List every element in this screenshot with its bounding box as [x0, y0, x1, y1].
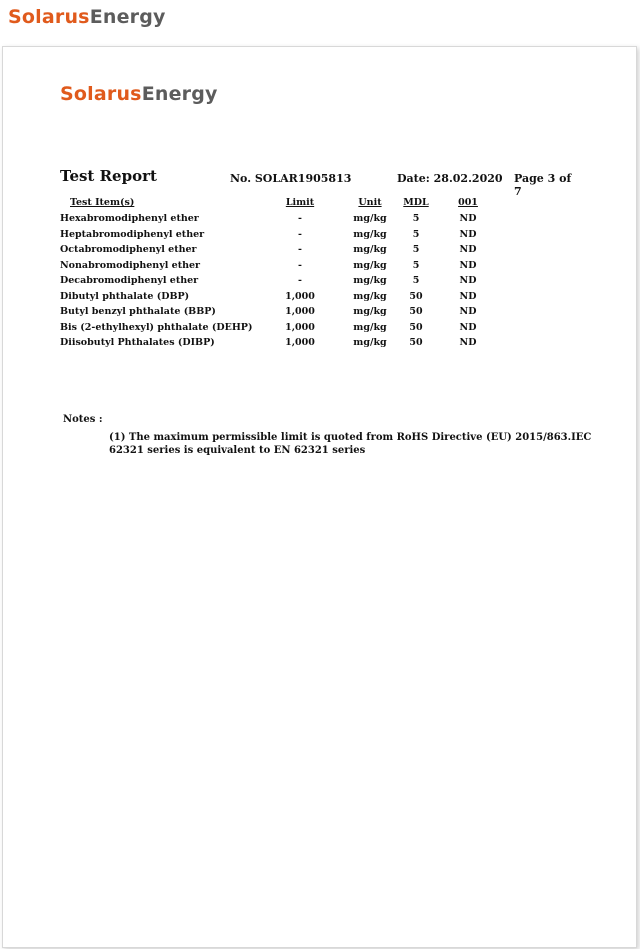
cell-result: ND — [459, 213, 477, 225]
cell-mdl: 5 — [412, 213, 420, 225]
cell-limit: 1,000 — [285, 321, 315, 333]
cell-mdl: 50 — [409, 306, 423, 318]
table-row — [60, 320, 499, 336]
report-header — [60, 167, 580, 198]
cell-limit: - — [298, 228, 302, 240]
header-limit: Limit — [285, 197, 315, 208]
cell-test-item: Diisobutyl Phthalates (DIBP) — [60, 337, 215, 349]
brand-logo-document — [60, 83, 218, 105]
cell-mdl: 5 — [412, 244, 420, 256]
cell-result: ND — [459, 290, 477, 302]
table-row — [60, 335, 499, 351]
table-row — [60, 304, 499, 320]
table-header-row — [60, 197, 499, 211]
report-title: Test Report — [60, 167, 157, 185]
logo-solarus-text: Solarus — [8, 6, 90, 28]
cell-test-item: Heptabromodiphenyl ether — [60, 228, 205, 240]
cell-result: ND — [459, 275, 477, 287]
table-row — [60, 273, 499, 289]
cell-unit: mg/kg — [353, 228, 387, 240]
document-page — [2, 46, 637, 948]
cell-unit: mg/kg — [353, 306, 387, 318]
cell-limit: - — [298, 259, 302, 271]
note-item: (1) The maximum permissible limit is quoted from RoHS Directive (EU) 2015/863.IEC 62321 series is equivalent to EN 62321 series — [109, 432, 592, 456]
header-test-item: Test Item(s) — [70, 197, 135, 208]
logo-solarus-text: Solarus — [60, 83, 142, 105]
cell-limit: - — [298, 244, 302, 256]
cell-unit: mg/kg — [353, 337, 387, 349]
cell-mdl: 5 — [412, 275, 420, 287]
cell-limit: - — [298, 213, 302, 225]
cell-test-item: Butyl benzyl phthalate (BBP) — [60, 306, 216, 318]
cell-result: ND — [459, 306, 477, 318]
table-row — [60, 289, 499, 305]
table-row — [60, 211, 499, 227]
cell-test-item: Dibutyl phthalate (DBP) — [60, 290, 190, 302]
cell-mdl: 5 — [412, 259, 420, 271]
cell-unit: mg/kg — [353, 290, 387, 302]
cell-unit: mg/kg — [353, 213, 387, 225]
logo-energy-text: Energy — [89, 6, 166, 28]
results-table — [60, 197, 499, 351]
table-row — [60, 258, 499, 274]
cell-mdl: 5 — [412, 228, 420, 240]
header-mdl: MDL — [403, 197, 429, 208]
cell-result: ND — [459, 321, 477, 333]
cell-unit: mg/kg — [353, 275, 387, 287]
report-page-number: Page 3 of 7 — [514, 172, 572, 198]
report-number: No. SOLAR1905813 — [230, 172, 352, 185]
table-row — [60, 242, 499, 258]
table-row — [60, 227, 499, 243]
header-sample-001: 001 — [458, 197, 478, 208]
brand-logo-top — [8, 6, 166, 28]
cell-test-item: Nonabromodiphenyl ether — [60, 259, 201, 271]
report-date: Date: 28.02.2020 — [397, 172, 503, 185]
cell-test-item: Octabromodiphenyl ether — [60, 244, 197, 256]
cell-limit: - — [298, 275, 302, 287]
cell-test-item: Decabromodiphenyl ether — [60, 275, 199, 287]
cell-result: ND — [459, 228, 477, 240]
cell-limit: 1,000 — [285, 290, 315, 302]
logo-energy-text: Energy — [141, 83, 218, 105]
cell-result: ND — [459, 337, 477, 349]
cell-limit: 1,000 — [285, 337, 315, 349]
cell-test-item: Hexabromodiphenyl ether — [60, 213, 199, 225]
cell-mdl: 50 — [409, 321, 423, 333]
cell-unit: mg/kg — [353, 244, 387, 256]
cell-unit: mg/kg — [353, 259, 387, 271]
notes-heading: Notes : — [63, 414, 103, 425]
cell-result: ND — [459, 244, 477, 256]
cell-result: ND — [459, 259, 477, 271]
cell-mdl: 50 — [409, 337, 423, 349]
cell-test-item: Bis (2-ethylhexyl) phthalate (DEHP) — [60, 321, 253, 333]
cell-mdl: 50 — [409, 290, 423, 302]
cell-limit: 1,000 — [285, 306, 315, 318]
header-unit: Unit — [358, 197, 382, 208]
cell-unit: mg/kg — [353, 321, 387, 333]
